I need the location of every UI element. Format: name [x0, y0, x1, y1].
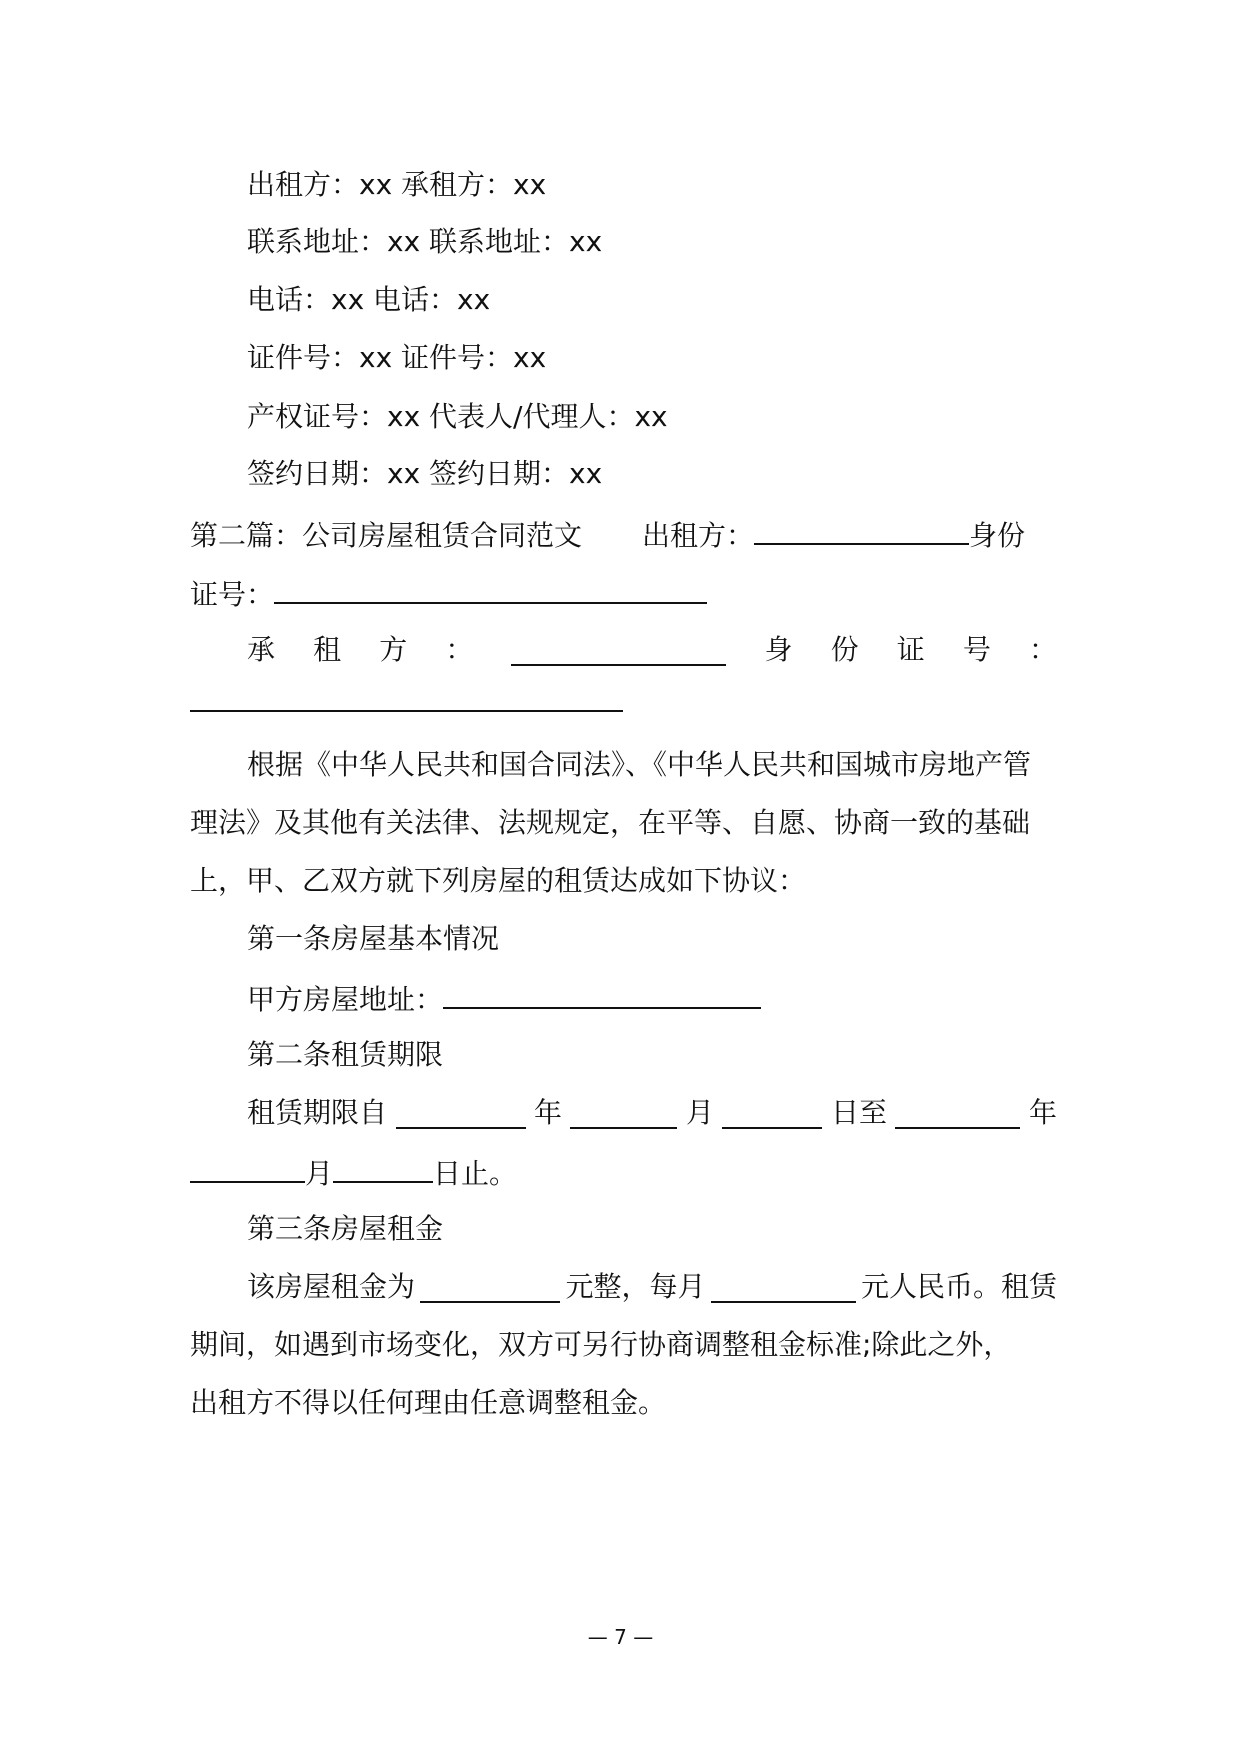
- day-end-label: 日止。: [433, 1157, 518, 1190]
- page-number: — 7 —: [587, 1625, 654, 1649]
- month-label: 月: [685, 1096, 714, 1129]
- rent-monthly-blank: [711, 1271, 856, 1303]
- lessor-id-blank: [274, 572, 707, 604]
- rent-line-2: 期间，如遇到市场变化，双方可另行协商调整租金标准;除此之外，: [190, 1328, 1012, 1361]
- lessee-id-blank-line: [190, 680, 623, 723]
- lessor-id-line: [190, 572, 707, 615]
- lessor-lessee-line: 出租方：xx 承租方：xx: [247, 168, 547, 201]
- rent-line-1: [247, 1267, 1057, 1307]
- start-day-blank: [722, 1097, 822, 1129]
- house-address-label: 甲方房屋地址：: [247, 983, 444, 1016]
- end-day-blank: [333, 1151, 433, 1183]
- id-label-a: 身份: [969, 519, 1026, 552]
- year-label: 年: [533, 1096, 562, 1129]
- intro-line-2: 理法》及其他有关法律、法规规定，在平等、自愿、协商一致的基础: [190, 806, 1031, 839]
- lessee-id-char: 证: [896, 633, 925, 666]
- contract-title: 第二篇：公司房屋租赁合同范文: [190, 519, 583, 552]
- year-label: 年: [1028, 1096, 1057, 1129]
- start-month-blank: [570, 1097, 677, 1129]
- intro-line-1: 根据《中华人民共和国合同法》、《中华人民共和国城市房地产管: [247, 748, 1032, 781]
- lessee-char: 租: [313, 633, 342, 666]
- term-from-label: 租赁期限自: [247, 1096, 388, 1129]
- rent-line-3: 出租方不得以任何理由任意调整租金。: [190, 1386, 667, 1419]
- house-address-line: [247, 977, 761, 1020]
- lessor-blank: [754, 513, 969, 545]
- article-3-title: 第三条房屋租金: [247, 1212, 444, 1245]
- lessee-char: ：: [445, 633, 474, 666]
- address-line: 联系地址：xx 联系地址：xx: [247, 225, 603, 258]
- month-label: 月: [305, 1157, 334, 1190]
- rent-label-a: 该房屋租金为: [247, 1270, 416, 1303]
- rent-label-c: 元人民币。租赁: [860, 1270, 1057, 1303]
- lessee-id-char: 份: [830, 633, 859, 666]
- sign-date-line: 签约日期：xx 签约日期：xx: [247, 457, 603, 490]
- lessor-label: 出租方：: [642, 519, 755, 552]
- start-year-blank: [396, 1097, 526, 1129]
- end-month-blank: [190, 1151, 305, 1183]
- end-year-blank: [895, 1097, 1020, 1129]
- lessee-id-blank: [190, 680, 623, 712]
- id-number-line: 证件号：xx 证件号：xx: [247, 341, 547, 374]
- rent-label-b: 元整，每月: [565, 1270, 706, 1303]
- lessee-id-char: 号: [962, 633, 991, 666]
- lessee-id-char: ：: [1028, 633, 1057, 666]
- phone-line: 电话：xx 电话：xx: [247, 283, 491, 316]
- article-2-title: 第二条租赁期限: [247, 1038, 444, 1071]
- lessee-char: 承: [247, 633, 276, 666]
- lease-term-line: [247, 1093, 1057, 1133]
- article-1-title: 第一条房屋基本情况: [247, 922, 500, 955]
- lessee-blank: [511, 634, 726, 666]
- house-address-blank: [443, 977, 761, 1009]
- lessee-char: 方: [379, 633, 408, 666]
- property-cert-line: 产权证号：xx 代表人/代理人：xx: [247, 400, 668, 433]
- contract-title-line: [190, 513, 1025, 556]
- id-label-b: 证号：: [190, 578, 275, 611]
- day-to-label: 日至: [830, 1096, 887, 1129]
- intro-line-3: 上，甲、乙双方就下列房屋的租赁达成如下协议：: [190, 864, 807, 897]
- rent-total-blank: [420, 1271, 560, 1303]
- lessee-id-char: 身: [764, 633, 793, 666]
- lease-term-line-2: [190, 1151, 517, 1194]
- lessee-line: [247, 630, 1057, 670]
